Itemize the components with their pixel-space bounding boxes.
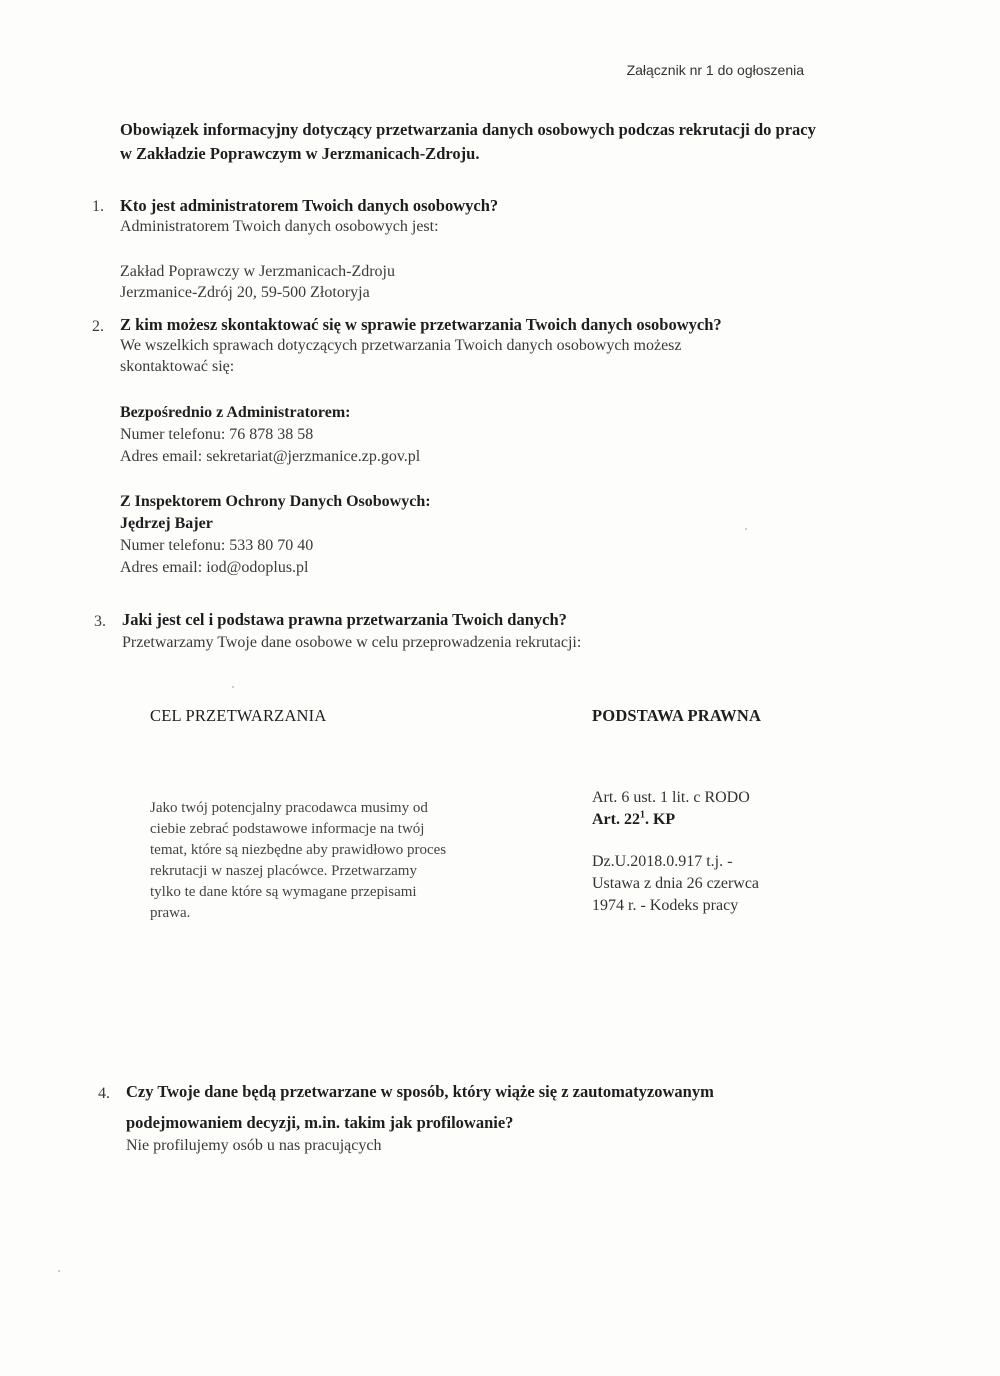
- iod-phone: Numer telefonu: 533 80 70 40: [120, 537, 314, 554]
- admin-contact-heading: Bezpośrednio z Administratorem:: [120, 404, 351, 421]
- section-3-question: Jaki jest cel i podstawa prawna przetwarzania Twoich danych?: [122, 610, 567, 629]
- admin-email[interactable]: Adres email: sekretariat@jerzmanice.zp.gov.pl: [120, 448, 421, 465]
- section-2-intro-line1: We wszelkich sprawach dotyczących przetwarzania Twoich danych osobowych możesz: [120, 337, 682, 354]
- section-2-number: 2.: [92, 318, 104, 335]
- legal-basis-ref-line: Ustawa z dnia 26 czerwca: [592, 875, 760, 892]
- administrator-name: Zakład Poprawczy w Jerzmanicach-Zdroju: [120, 263, 395, 280]
- purpose-line: temat, które są niezbędne aby prawidłowo proces: [150, 842, 447, 858]
- scan-speck: [232, 686, 234, 688]
- section-2-intro-line2: skontaktować się:: [120, 358, 235, 375]
- administrator-address: Jerzmanice-Zdrój 20, 59-500 Złotoryja: [120, 284, 370, 301]
- legal-basis-ref-line: 1974 r. - Kodeks pracy: [592, 897, 739, 914]
- section-1-intro: Administratorem Twoich danych osobowych jest:: [120, 218, 439, 235]
- purpose-column-header: CEL PRZETWARZANIA: [150, 706, 327, 725]
- section-3-intro: Przetwarzamy Twoje dane osobowe w celu przeprowadzenia rekrutacji:: [122, 634, 582, 651]
- legal-basis-rodo: Art. 6 ust. 1 lit. c RODO: [592, 789, 750, 806]
- legal-basis-text: [592, 787, 852, 917]
- legal-basis-ref-line: Dz.U.2018.0.917 t.j. -: [592, 853, 733, 870]
- document-title: Obowiązek informacyjny dotyczący przetwarzania danych osobowych podczas rekrutacji do pracy w Zakładzie Poprawczym w Jerzmanicach-Zdroju.: [120, 120, 816, 163]
- purpose-line: Jako twój potencjalny pracodawca musimy od: [150, 800, 428, 816]
- section-4-question-line1: Czy Twoje dane będą przetwarzane w sposób, który wiąże się z zautomatyzowanym: [126, 1082, 714, 1101]
- iod-contact-heading: Z Inspektorem Ochrony Danych Osobowych:: [120, 493, 431, 510]
- iod-name: Jędrzej Bajer: [120, 515, 213, 532]
- purpose-line: prawa.: [150, 905, 191, 921]
- section-1-question: Kto jest administratorem Twoich danych osobowych?: [120, 196, 499, 215]
- purpose-line: tylko te dane które są wymagane przepisami: [150, 884, 417, 900]
- purpose-text: [150, 798, 550, 924]
- purpose-line: ciebie zebrać podstawowe informacje na twój: [150, 821, 425, 837]
- legal-basis-kp: Art. $22^1$. KP: [592, 809, 676, 828]
- section-4-number: 4.: [98, 1085, 110, 1102]
- scan-speck: [745, 528, 747, 530]
- admin-phone: Numer telefonu: 76 878 38 58: [120, 426, 314, 443]
- section-2-question: Z kim możesz skontaktować się w sprawie przetwarzania Twoich danych osobowych?: [120, 315, 722, 334]
- scan-speck: [58, 1270, 60, 1272]
- iod-email[interactable]: Adres email: iod@odoplus.pl: [120, 559, 309, 576]
- section-4-question-line2: podejmowaniem decyzji, m.in. takim jak profilowanie?: [126, 1113, 514, 1132]
- section-3-number: 3.: [94, 613, 106, 630]
- section-1-number: 1.: [92, 198, 104, 215]
- section-4-answer: Nie profilujemy osób u nas pracujących: [126, 1137, 382, 1154]
- legal-basis-column-header: PODSTAWA PRAWNA: [592, 706, 762, 725]
- attachment-label: Załącznik nr 1 do ogłoszenia: [626, 62, 804, 78]
- purpose-line: rekrutacji w naszej placówce. Przetwarzamy: [150, 863, 417, 879]
